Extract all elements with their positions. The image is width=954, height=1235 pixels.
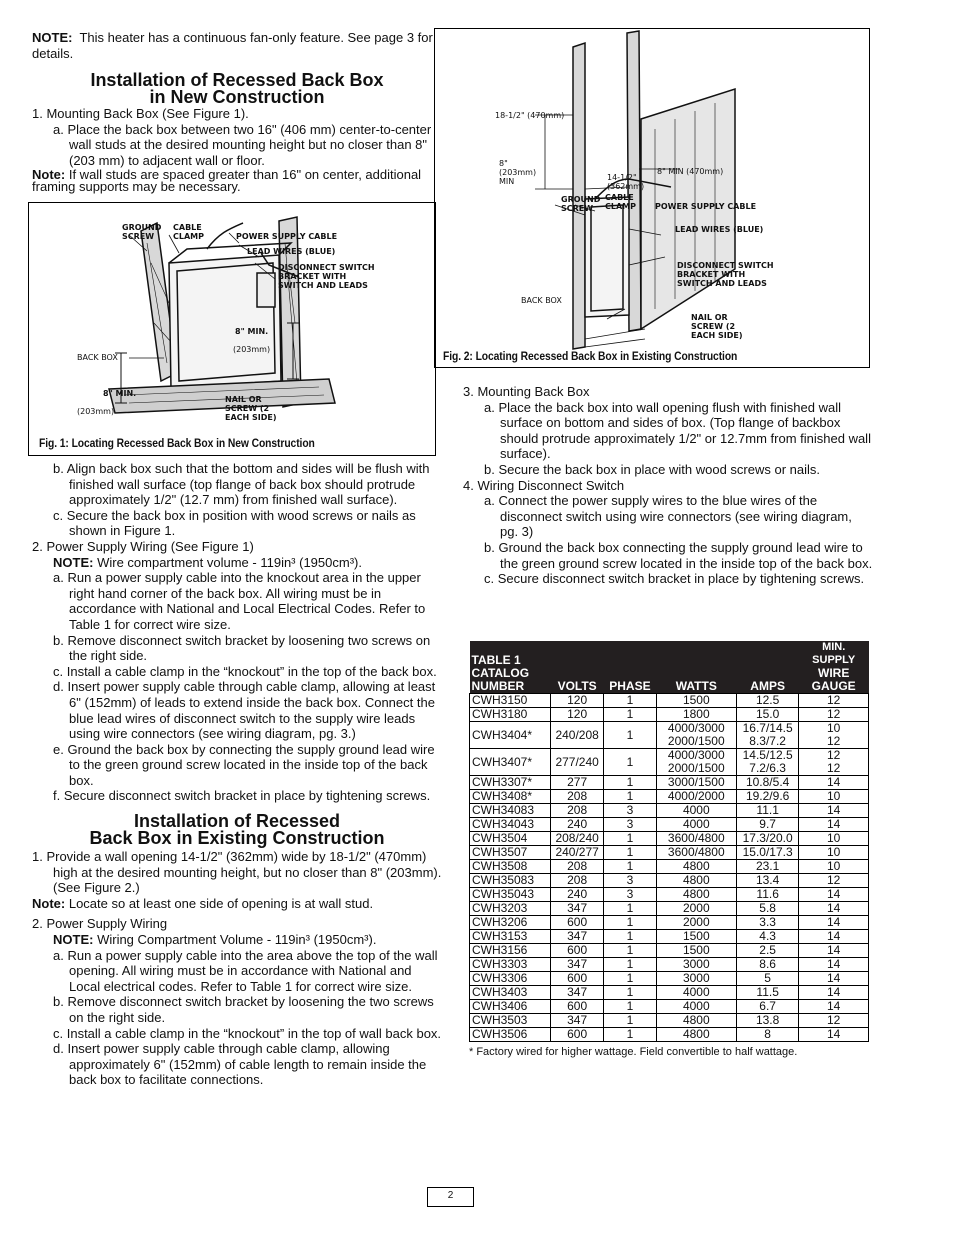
section-heading-new-construction: Installation of Recessed Back Box in New Construction <box>90 70 384 108</box>
table-row <box>470 790 869 804</box>
table-cell: 240 <box>551 818 604 832</box>
table-cell: CWH3307* <box>470 776 551 790</box>
table-cell: 1500 <box>656 944 736 958</box>
table-cell: 13.8 <box>736 1014 798 1028</box>
table-cell: 1 <box>604 972 657 986</box>
table-cell: 4000 <box>656 986 736 1000</box>
table-cell: 1 <box>604 1028 657 1042</box>
table-cell: 4000 <box>656 804 736 818</box>
table-body <box>470 694 869 1042</box>
table-cell: 14 <box>799 930 869 944</box>
fig2-nail-label: NAIL OR SCREW (2 EACH SIDE) <box>691 313 743 340</box>
table-row <box>470 1028 869 1042</box>
table-cell: CWH3408* <box>470 790 551 804</box>
table-cell: CWH3503 <box>470 1014 551 1028</box>
table-cell: 3600/4800 <box>656 846 736 860</box>
table-cell: 3000/1500 <box>656 776 736 790</box>
table-cell: 14.5/12.5 7.2/6.3 <box>736 749 798 776</box>
step-power-d: d. Insert power supply cable through cable clamp, allowing at least 6" (152mm) of leads to extend inside the back box. Connect the blue lead wires of disconnect switch to the supply wire leads using wire connectors (see wiring diagram, pg. 3.) <box>53 679 436 742</box>
table-cell: CWH34043 <box>470 818 551 832</box>
existing-volume-note: NOTE: Wiring Compartment Volume - 119in³ (1950cm³). <box>53 932 377 948</box>
table-cell: 4800 <box>656 1014 736 1028</box>
step-align: b. Align back box such that the bottom and sides will be flush with finished wall surface (top flange of back box should protrude approximately 1/2" (12.7 mm) from finished wall surface). <box>53 461 430 508</box>
table-cell: 16.7/14.5 8.3/7.2 <box>736 722 798 749</box>
table-row <box>470 722 869 749</box>
table-cell: 600 <box>551 1000 604 1014</box>
table-cell: 10 <box>799 790 869 804</box>
table-cell: CWH3156 <box>470 944 551 958</box>
table-cell: 11.6 <box>736 888 798 902</box>
table-cell: 3 <box>604 804 657 818</box>
figure-2-drawing <box>435 29 869 367</box>
table-cell: 10 12 <box>799 722 869 749</box>
table-row <box>470 749 869 776</box>
table-footnote: * Factory wired for higher wattage. Field convertible to half wattage. <box>469 1046 798 1058</box>
table-cell: 1 <box>604 986 657 1000</box>
table-cell: 240/208 <box>551 722 604 749</box>
table-cell: 208/240 <box>551 832 604 846</box>
step-wall-opening: 1. Provide a wall opening 14-1/2" (362mm) wide by 18-1/2" (470mm) high at the desired mounting height, but no closer than 8" (203mm). (See Figure 2.) <box>32 849 442 896</box>
table-cell: 14 <box>799 1000 869 1014</box>
step-wiring-disconnect-a: a. Connect the power supply wires to the blue wires of the disconnect switch using wire connectors (see wiring diagram, pg. 3) <box>484 493 852 540</box>
table-row <box>470 860 869 874</box>
fig1-203mm-right-label: (203mm) <box>233 345 271 354</box>
fig1-cable-clamp-label: CABLE CLAMP <box>173 223 204 241</box>
table-cell: 12 12 <box>799 749 869 776</box>
amps-header: AMPS <box>736 667 798 694</box>
table-row <box>470 694 869 708</box>
table-cell: 4800 <box>656 888 736 902</box>
catalog-header: CATALOG NUMBER <box>470 667 551 694</box>
table-cell: CWH3507 <box>470 846 551 860</box>
table-cell: 3600/4800 <box>656 832 736 846</box>
table-cell: 347 <box>551 930 604 944</box>
table-cell: 1800 <box>656 708 736 722</box>
fig2-dim-18-label: 18-1/2" (470mm) <box>495 111 565 120</box>
step-existing-d: d. Insert power supply cable through cable clamp, allowing approximately 6" (152mm) of cable length to remain inside the back box to facilitate connections. <box>53 1041 427 1088</box>
table-row <box>470 958 869 972</box>
table-cell: 120 <box>551 708 604 722</box>
table-cell: CWH3506 <box>470 1028 551 1042</box>
table-cell: 600 <box>551 1028 604 1042</box>
table-row <box>470 1000 869 1014</box>
opening-note: Note: Locate so at least one side of opening is at wall stud. <box>32 895 374 911</box>
table-cell: 14 <box>799 986 869 1000</box>
table-cell: 1 <box>604 749 657 776</box>
table-cell: CWH3180 <box>470 708 551 722</box>
table-cell: 14 <box>799 818 869 832</box>
table-cell: 1 <box>604 958 657 972</box>
table-cell: CWH3306 <box>470 972 551 986</box>
table-cell: CWH3404* <box>470 722 551 749</box>
table-row <box>470 986 869 1000</box>
step-existing-a: a. Run a power supply cable into the area above the top of the wall opening. All wiring must be in accordance with National and Local electrical codes. Refer to Table 1 for correct wire size. <box>53 947 438 994</box>
fig1-back-box-label: BACK BOX <box>77 353 118 362</box>
watts-header: WATTS <box>656 667 736 694</box>
table-cell: CWH3403 <box>470 986 551 1000</box>
section-heading-existing-construction: Installation of Recessed Back Box in Existing Construction <box>89 811 385 849</box>
fig2-power-supply-cable-label: POWER SUPPLY CABLE <box>655 202 757 211</box>
wire-gauge-header: WIRE GAUGE <box>799 667 869 694</box>
table-cell: 19.2/9.6 <box>736 790 798 804</box>
table-cell: 15.0 <box>736 708 798 722</box>
step-secure: c. Secure the back box in position with wood screws or nails as shown in Figure 1. <box>53 507 416 539</box>
stud-note: Note: If wall studs are spaced greater than 16" on center, additional framing supports may be necessary. <box>32 166 422 194</box>
table-cell: 10 <box>799 832 869 846</box>
table-row <box>470 708 869 722</box>
fig1-caption: Fig. 1: Locating Recessed Back Box in New Construction <box>39 436 315 450</box>
table-cell: 208 <box>551 874 604 888</box>
table-cell: 8 <box>736 1028 798 1042</box>
table-cell: CWH35083 <box>470 874 551 888</box>
table-cell: 23.1 <box>736 860 798 874</box>
table-title: TABLE 1 <box>470 641 737 667</box>
table-cell: 14 <box>799 972 869 986</box>
table-cell: 11.1 <box>736 804 798 818</box>
table-cell: 4.3 <box>736 930 798 944</box>
table-cell: CWH3406 <box>470 1000 551 1014</box>
table-cell: 1500 <box>656 694 736 708</box>
step-mounting-back-box-a: a. Place the back box into wall opening flush with finished wall surface on bottom and sides of box. (Top flange of backbox should protrude approximately 1/2" or 12.7mm from finished wall surface). <box>484 399 871 462</box>
table-cell: 1 <box>604 1014 657 1028</box>
table-cell: 13.4 <box>736 874 798 888</box>
table-row <box>470 804 869 818</box>
table-cell: 15.0/17.3 <box>736 846 798 860</box>
fig1-8min-left-label: 8" MIN. <box>103 389 137 398</box>
table-cell: 3 <box>604 818 657 832</box>
fig2-dim-8min-label: 8" (203mm) MIN <box>499 159 537 186</box>
table-cell: 1 <box>604 1000 657 1014</box>
table-cell: CWH3504 <box>470 832 551 846</box>
table-cell: 4800 <box>656 860 736 874</box>
table-cell: 5 <box>736 972 798 986</box>
table-cell: 14 <box>799 916 869 930</box>
table-cell: 1 <box>604 860 657 874</box>
table-cell: 11.5 <box>736 986 798 1000</box>
fig1-ground-screw-label: GROUND SCREW <box>122 223 162 241</box>
table-cell: 14 <box>799 776 869 790</box>
table-cell: 347 <box>551 958 604 972</box>
table-cell: 2000 <box>656 902 736 916</box>
table-cell: 10.8/5.4 <box>736 776 798 790</box>
fig2-ground-screw-label: GROUND SCREW <box>561 195 601 213</box>
table-cell: 14 <box>799 804 869 818</box>
table-cell: 14 <box>799 944 869 958</box>
fig2-cable-clamp-label: CABLE CLAMP <box>605 193 636 211</box>
table-cell: CWH35043 <box>470 888 551 902</box>
table-1 <box>469 641 869 1061</box>
table-cell: 1 <box>604 776 657 790</box>
table-cell: 17.3/20.0 <box>736 832 798 846</box>
table-cell: 600 <box>551 944 604 958</box>
table-row <box>470 818 869 832</box>
step-wiring-disconnect-b: b. Ground the back box connecting the supply ground lead wire to the green ground screw located in the inside top of the back box. <box>484 539 873 571</box>
step-mounting-back-box-b: b. Secure the back box in place with wood screws or nails. <box>484 461 821 477</box>
min-supply-header: MIN. SUPPLY <box>799 641 869 667</box>
table-cell: 4000 <box>656 818 736 832</box>
table-cell: 3 <box>604 888 657 902</box>
step-wiring-disconnect-c: c. Secure disconnect switch bracket in place by tightening screws. <box>484 571 865 587</box>
table-cell: 1 <box>604 846 657 860</box>
table-row <box>470 846 869 860</box>
fig2-dim-8min-right-label: 8" MIN (470mm) <box>657 167 724 176</box>
table-row <box>470 902 869 916</box>
table-cell: 12 <box>799 874 869 888</box>
table-cell: 1500 <box>656 930 736 944</box>
table-cell: 1 <box>604 902 657 916</box>
table-cell: 4000/2000 <box>656 790 736 804</box>
fig1-lead-wires-label: LEAD WIRES (BLUE) <box>247 247 336 256</box>
fig1-power-supply-cable-label: POWER SUPPLY CABLE <box>236 232 338 241</box>
note-paragraph: NOTE: This heater has a continuous fan-only feature. See page 3 for details. <box>32 30 433 61</box>
right-column <box>463 384 873 587</box>
table-cell: 4000 <box>656 1000 736 1014</box>
table-cell: 277 <box>551 776 604 790</box>
table-cell: 208 <box>551 790 604 804</box>
table-cell: 12.5 <box>736 694 798 708</box>
fig2-back-box-label: BACK BOX <box>521 296 562 305</box>
table-cell: 600 <box>551 972 604 986</box>
table-cell: 240 <box>551 888 604 902</box>
step-power-b: b. Remove disconnect switch bracket by loosening two screws on the right side. <box>53 632 431 664</box>
wire-volume-note: NOTE: Wire compartment volume - 119in³ (1950cm³). <box>53 554 362 570</box>
table-cell: CWH3407* <box>470 749 551 776</box>
table-cell: 10 <box>799 860 869 874</box>
fig2-lead-wires-label: LEAD WIRES (BLUE) <box>675 225 764 234</box>
fig2-disconnect-label: DISCONNECT SWITCH BRACKET WITH SWITCH AND LEADS <box>677 261 774 288</box>
phase-header: PHASE <box>604 667 657 694</box>
table-cell: 208 <box>551 804 604 818</box>
step-mounting: 1. Mounting Back Box (See Figure 1). <box>32 106 249 122</box>
table-cell: 14 <box>799 958 869 972</box>
table-cell: 1 <box>604 832 657 846</box>
figure-2 <box>434 28 870 368</box>
table-cell: 4800 <box>656 874 736 888</box>
table-cell: 3000 <box>656 958 736 972</box>
fig1-nail-label: NAIL OR SCREW (2 EACH SIDE) <box>225 395 277 422</box>
table-cell: 347 <box>551 986 604 1000</box>
fig1-8min-right-label: 8" MIN. <box>235 327 269 336</box>
step-power-wiring: 2. Power Supply Wiring (See Figure 1) <box>32 538 254 554</box>
table-row <box>470 944 869 958</box>
table-row <box>470 972 869 986</box>
table-cell: 5.8 <box>736 902 798 916</box>
table-cell: CWH3203 <box>470 902 551 916</box>
left-column-top <box>32 30 442 193</box>
step-power-e: e. Ground the back box by connecting the supply ground lead wire to the green ground screw located in the inside top of the back box. <box>53 741 435 788</box>
step-existing-b: b. Remove disconnect switch bracket by loosening the two screws on the right side. <box>53 994 434 1025</box>
table-row <box>470 888 869 902</box>
table-row <box>470 874 869 888</box>
table-cell: 14 <box>799 888 869 902</box>
table-cell: 1 <box>604 790 657 804</box>
table-cell: 4000/3000 2000/1500 <box>656 722 736 749</box>
table-cell: 1 <box>604 916 657 930</box>
volts-header: VOLTS <box>551 667 604 694</box>
table-row <box>470 776 869 790</box>
step-power-f: f. Secure disconnect switch bracket in place by tightening screws. <box>53 788 431 804</box>
table-row <box>470 1014 869 1028</box>
table-cell: 120 <box>551 694 604 708</box>
fig2-caption: Fig. 2: Locating Recessed Back Box in Existing Construction <box>443 349 738 363</box>
step-wiring-disconnect: 4. Wiring Disconnect Switch <box>463 477 625 493</box>
table-cell: 347 <box>551 902 604 916</box>
table-cell: 4000/3000 2000/1500 <box>656 749 736 776</box>
step-mounting-back-box: 3. Mounting Back Box <box>463 384 590 399</box>
table-cell: 3.3 <box>736 916 798 930</box>
table-cell: 1 <box>604 694 657 708</box>
table-cell: CWH3508 <box>470 860 551 874</box>
table-cell: 208 <box>551 860 604 874</box>
table-cell: 2.5 <box>736 944 798 958</box>
table-cell: 1 <box>604 708 657 722</box>
table-cell: 277/240 <box>551 749 604 776</box>
step-power-a: a. Run a power supply cable into the knockout area in the upper right hand corner of the back box. All wiring must be in accordance with National and Local Electrical Codes. Refer to Table 1 for correct wire size. <box>53 570 426 632</box>
table-cell: 4800 <box>656 1028 736 1042</box>
table-row <box>470 832 869 846</box>
wire-gauge-table <box>469 641 869 1042</box>
table-row <box>470 916 869 930</box>
table-cell: 1 <box>604 722 657 749</box>
table-cell: 347 <box>551 1014 604 1028</box>
table-cell: 1 <box>604 944 657 958</box>
step-existing-power-wiring: 2. Power Supply Wiring <box>32 916 168 932</box>
table-cell: 8.6 <box>736 958 798 972</box>
page-number: 2 <box>427 1187 474 1207</box>
table-cell: 1 <box>604 930 657 944</box>
table-cell: 12 <box>799 1014 869 1028</box>
table-cell: 600 <box>551 916 604 930</box>
step-existing-c: c. Install a cable clamp in the “knockout” in the top of wall back box. <box>53 1025 442 1041</box>
fig1-203mm-left-label: (203mm) <box>77 407 115 416</box>
figure-1 <box>28 202 436 456</box>
table-cell: CWH3150 <box>470 694 551 708</box>
table-cell: 14 <box>799 902 869 916</box>
step-mounting-a: a. Place the back box between two 16" (406 mm) center-to-center wall studs at the desired mounting height but no closer than 8" (203 mm) to adjacent wall or floor. <box>53 121 432 168</box>
table-cell: 12 <box>799 708 869 722</box>
table-cell: 3000 <box>656 972 736 986</box>
table-cell: CWH3206 <box>470 916 551 930</box>
table-cell: CWH34083 <box>470 804 551 818</box>
table-cell: 14 <box>799 1028 869 1042</box>
table-row <box>470 930 869 944</box>
table-cell: 2000 <box>656 916 736 930</box>
table-cell: 3 <box>604 874 657 888</box>
table-cell: CWH3153 <box>470 930 551 944</box>
fig2-dim-14-label: 14-1/2" (362mm) <box>607 173 645 191</box>
table-cell: 10 <box>799 846 869 860</box>
table-cell: 240/277 <box>551 846 604 860</box>
fig1-disconnect-label: DISCONNECT SWITCH BRACKET WITH SWITCH AND LEADS <box>278 263 375 290</box>
table-cell: 9.7 <box>736 818 798 832</box>
left-column-bottom <box>32 461 442 1088</box>
table-cell: CWH3303 <box>470 958 551 972</box>
step-power-c: c. Install a cable clamp in the “knockout” in the top of the back box. <box>53 663 437 679</box>
table-cell: 12 <box>799 694 869 708</box>
table-cell: 6.7 <box>736 1000 798 1014</box>
